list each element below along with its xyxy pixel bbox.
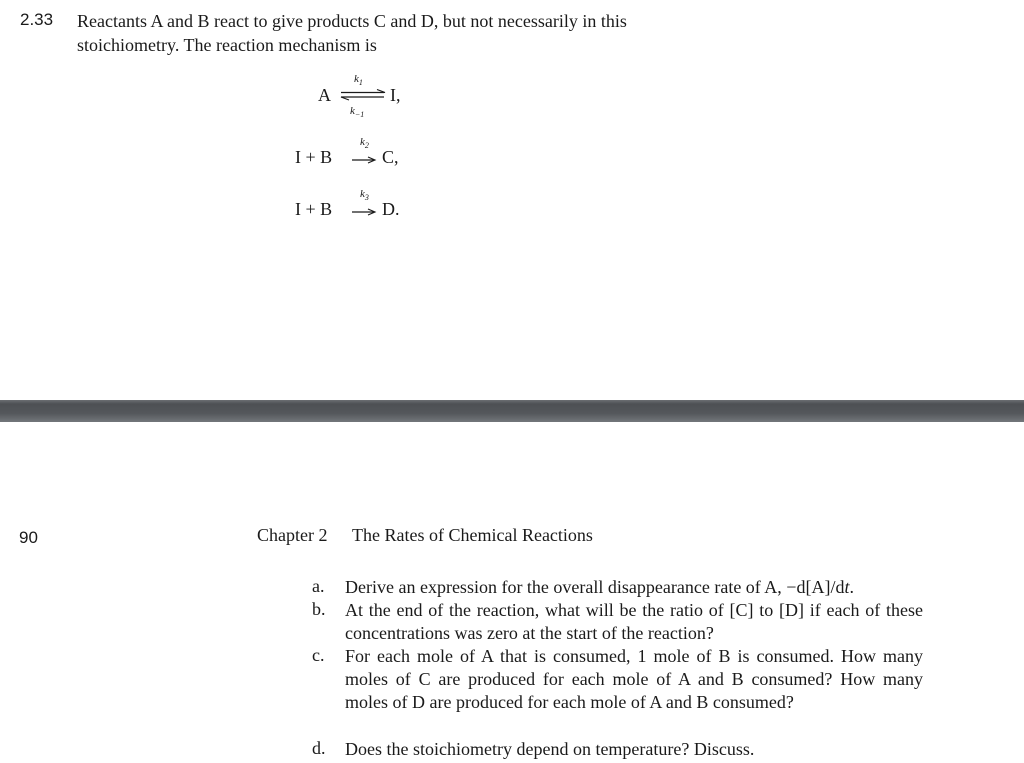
question-b-letter: b. <box>312 599 326 619</box>
problem-intro: Reactants A and B react to give products C and D, but not necessarily in this stoichiometry. The reaction mechanism is <box>77 11 627 55</box>
question-d-letter: d. <box>312 738 326 758</box>
reaction-1-k-forward: $k_1$ <box>354 73 363 88</box>
reaction-2-product: C, <box>382 147 399 167</box>
reaction-3 <box>0 188 1024 229</box>
reaction-1 <box>0 73 1024 125</box>
question-d-text: Does the stoichiometry depend on temperature? Discuss. <box>345 739 755 759</box>
reaction-2-reactants: I + B <box>295 147 333 167</box>
question-b-text: At the end of the reaction, what will be the ratio of [C] to [D] if each of these concentrations was zero at the start of the reaction? <box>345 600 923 643</box>
reaction-1-reactant: A <box>318 85 331 105</box>
arrow-right-icon <box>352 156 376 164</box>
problem-number: 2.33 <box>20 10 54 29</box>
equilibrium-arrow-icon <box>340 89 386 101</box>
reaction-3-product: D. <box>382 199 400 219</box>
question-c-letter: c. <box>312 645 325 665</box>
question-c-text: For each mole of A that is consumed, 1 mole of B is consumed. How many moles of C are produced for each mole of A and B consumed? How many moles of D are produced for each mole of A and B consumed? <box>345 646 923 712</box>
reaction-2 <box>0 136 1024 177</box>
reaction-3-reactants: I + B <box>295 199 333 219</box>
question-a-letter: a. <box>312 576 325 596</box>
page-number: 90 <box>19 528 38 547</box>
reaction-1-k-reverse: $k_{-1}$ <box>350 105 365 120</box>
arrow-right-icon <box>352 208 376 216</box>
reaction-3-k: $k_3$ <box>360 188 369 203</box>
question-a-text: Derive an expression for the overall disappearance rate of A, −d[A]/dt. <box>345 577 854 597</box>
chapter-title: The Rates of Chemical Reactions <box>352 525 593 545</box>
reaction-2-k: $k_2$ <box>360 136 369 151</box>
page-divider <box>0 400 1024 422</box>
reaction-1-product: I, <box>390 85 401 105</box>
chapter-label: Chapter 2 <box>257 525 328 545</box>
